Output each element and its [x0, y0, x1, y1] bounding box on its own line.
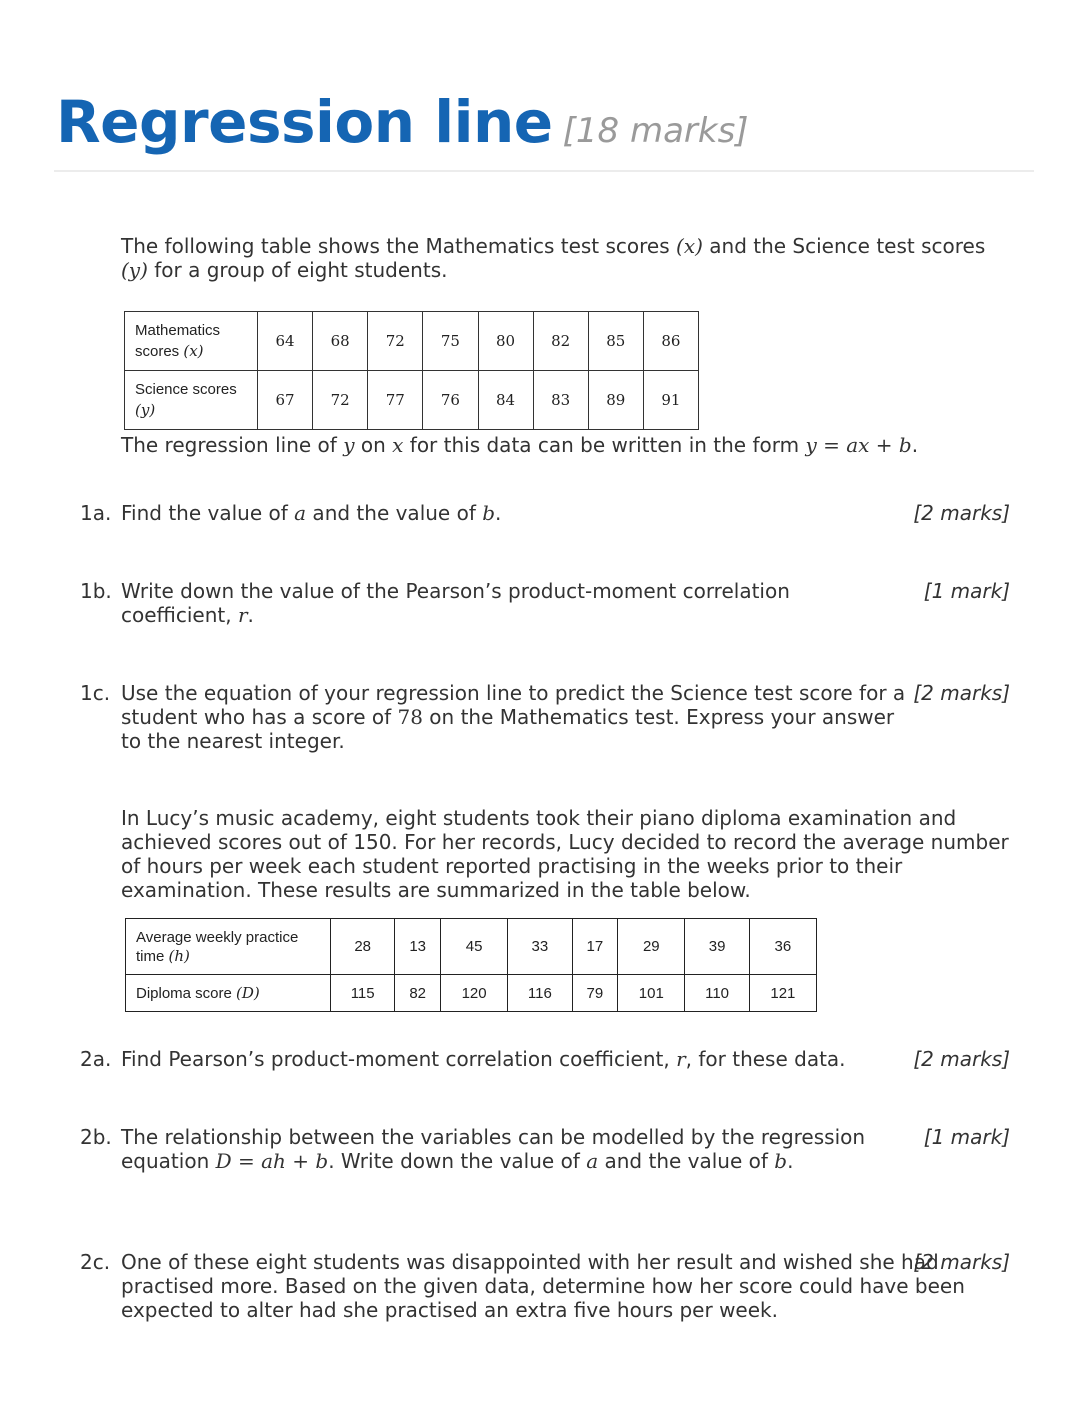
- table-row: [126, 919, 817, 975]
- q-text-part: on the Mathematics test. Express your answer to the nearest integer.: [121, 705, 895, 753]
- var-b: b: [774, 1149, 788, 1173]
- question-number: 1a.: [80, 501, 112, 525]
- row-header-math: [125, 312, 258, 371]
- question-2c-text: [121, 1250, 1005, 1322]
- q-text-part: Write down the value of the Pearson’s product-moment correlation coefficient,: [121, 579, 790, 627]
- intro2-text-b: on: [354, 433, 393, 457]
- var-y: (y): [121, 258, 148, 282]
- var-a: a: [586, 1149, 599, 1173]
- table-cell: 13: [395, 919, 441, 975]
- row-header-practice: [126, 919, 331, 975]
- table-cell: 72: [368, 312, 423, 371]
- table-cell: 83: [533, 371, 588, 430]
- table-cell: 77: [368, 371, 423, 430]
- practice-table: [125, 918, 817, 1012]
- table-cell: 29: [618, 919, 685, 975]
- q-text-part: and the value of: [306, 501, 483, 525]
- regression-equation: D = ah + b: [215, 1149, 329, 1173]
- question-number: 1c.: [80, 681, 111, 705]
- intro1-text-a: The following table shows the Mathematics test scores: [121, 234, 677, 258]
- q-text-part: Find Pearson’s product-moment correlation coefficient,: [121, 1047, 677, 1071]
- page-title: [56, 88, 749, 156]
- row-header-var: (D): [236, 983, 260, 1002]
- table-cell: 80: [478, 312, 533, 371]
- row-header-text: Diploma score: [136, 984, 237, 1002]
- scores-table: [124, 311, 699, 430]
- table-cell: 28: [331, 919, 395, 975]
- table-cell: 89: [588, 371, 643, 430]
- table-cell: 101: [618, 975, 685, 1012]
- q-text-part: .: [787, 1149, 794, 1173]
- intro1-text-b: and the Science test scores: [702, 234, 986, 258]
- regression-equation: y = ax + b: [805, 433, 912, 457]
- intro2-text-a: The regression line of: [121, 433, 344, 457]
- question-number: 2c.: [80, 1250, 111, 1274]
- question-marks: [2 marks]: [913, 1250, 1010, 1274]
- q-text-part: One of these eight students was disappointed with her result and wished she had practised more. Based on the given data, determine how her score could have been expected to alter had she practised an extra five hours per week.: [121, 1250, 965, 1322]
- table-cell: 75: [423, 312, 478, 371]
- question-marks: [1 mark]: [923, 579, 1010, 603]
- var-x: x: [392, 433, 404, 457]
- table-row: [125, 371, 699, 430]
- table-row: [125, 312, 699, 371]
- intro1-text-c: for a group of eight students.: [147, 258, 448, 282]
- row-header-var: (h): [168, 946, 190, 965]
- question-number: 1b.: [80, 579, 112, 603]
- table-cell: 116: [508, 975, 572, 1012]
- question-2a-text: [121, 1047, 911, 1071]
- table-cell: 33: [508, 919, 572, 975]
- row-header-text: Mathematics scores: [135, 321, 221, 360]
- row-header-var: (y): [135, 400, 156, 419]
- table-cell: 84: [478, 371, 533, 430]
- table-cell: 45: [441, 919, 508, 975]
- row-header-text: Average weekly practice time: [136, 928, 299, 965]
- q-text-part: .: [247, 603, 254, 627]
- var-y: y: [343, 433, 355, 457]
- table-cell: 82: [533, 312, 588, 371]
- table-cell: 86: [643, 312, 698, 371]
- table-cell: 67: [258, 371, 313, 430]
- table-cell: 17: [572, 919, 618, 975]
- question-marks: [2 marks]: [913, 681, 1010, 705]
- var-r: r: [237, 603, 248, 627]
- var-b: b: [482, 501, 496, 525]
- table-cell: 72: [313, 371, 368, 430]
- q-text-part: Find the value of: [121, 501, 295, 525]
- row-header-diploma: [126, 975, 331, 1012]
- title-marks: [18 marks]: [562, 111, 749, 151]
- title-text: Regression line: [56, 88, 553, 156]
- row-header-science: [125, 371, 258, 430]
- row-header-var: (x): [183, 341, 204, 360]
- q-text-part: Use the equation of your regression line to predict the Science test score for a student who has a score of: [121, 681, 906, 729]
- var-a: a: [294, 501, 307, 525]
- q-text-part: , for these data.: [685, 1047, 846, 1071]
- table-cell: 76: [423, 371, 478, 430]
- table-cell: 36: [749, 919, 816, 975]
- table-cell: 39: [685, 919, 749, 975]
- table-cell: 121: [749, 975, 816, 1012]
- table-cell: 82: [395, 975, 441, 1012]
- var-x: (x): [676, 234, 703, 258]
- intro2-text-d: .: [911, 433, 919, 457]
- question-number: 2a.: [80, 1047, 112, 1071]
- table-cell: 110: [685, 975, 749, 1012]
- q-text-part: The relationship between the variables can be modelled by the regression equation: [121, 1125, 866, 1173]
- table-cell: 79: [572, 975, 618, 1012]
- title-divider: [54, 170, 1034, 172]
- question-marks: [2 marks]: [913, 501, 1010, 525]
- intro-paragraph-3: In Lucy’s music academy, eight students took their piano diploma examination and achieved scores out of 150. For her records, Lucy decided to record the average number of hours per week each student reported practising in the weeks prior to their examination. These results are summarized in the table below.: [121, 806, 1009, 902]
- question-number: 2b.: [80, 1125, 112, 1149]
- intro-paragraph-2: [121, 433, 1021, 457]
- question-2b-text: [121, 1125, 921, 1173]
- question-1b-text: [121, 579, 861, 627]
- value-78: 78: [397, 705, 423, 729]
- intro-paragraph-1: [121, 234, 1001, 282]
- var-r: r: [676, 1047, 686, 1071]
- question-1a-text: [121, 501, 911, 525]
- question-marks: [1 mark]: [923, 1125, 1010, 1149]
- row-header-text: Science scores: [135, 380, 237, 398]
- table-cell: 120: [441, 975, 508, 1012]
- table-cell: 115: [331, 975, 395, 1012]
- table-cell: 64: [258, 312, 313, 371]
- table-cell: 91: [643, 371, 698, 430]
- question-marks: [2 marks]: [913, 1047, 1010, 1071]
- intro2-text-c: for this data can be written in the form: [403, 433, 806, 457]
- q-text-part: and the value of: [598, 1149, 775, 1173]
- q-text-part: . Write down the value of: [328, 1149, 587, 1173]
- question-1c-text: [121, 681, 909, 753]
- table-cell: 85: [588, 312, 643, 371]
- table-row: [126, 975, 817, 1012]
- q-text-part: .: [495, 501, 502, 525]
- table-cell: 68: [313, 312, 368, 371]
